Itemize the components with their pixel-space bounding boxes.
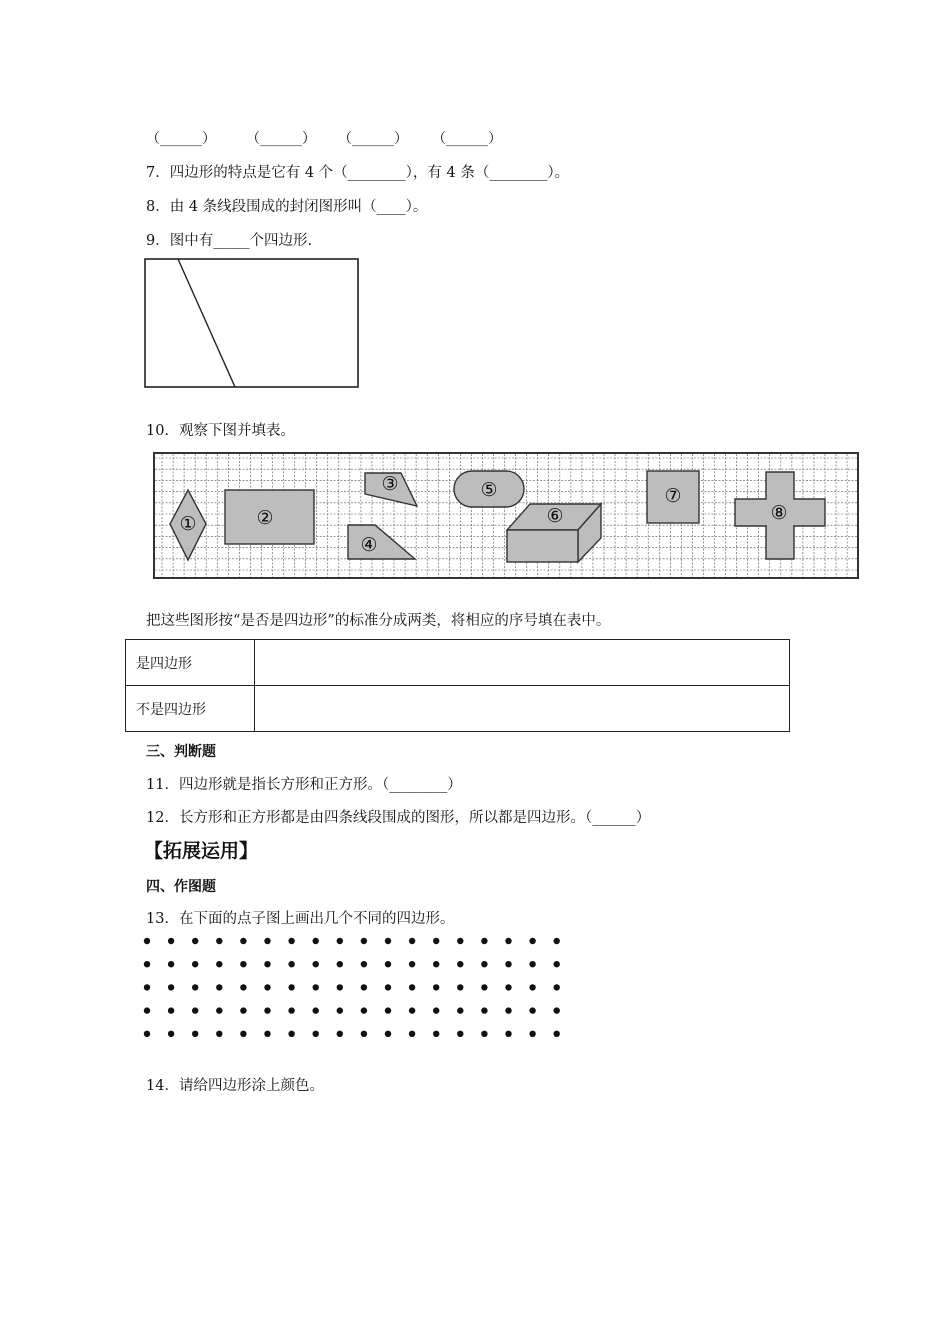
grid-dot[interactable] bbox=[337, 1007, 343, 1013]
answer-cell-quadrilateral[interactable] bbox=[255, 640, 790, 686]
grid-dot[interactable] bbox=[505, 938, 511, 944]
q6-blank-3[interactable]: （______） bbox=[338, 131, 408, 147]
question-13: 13．在下面的点子图上画出几个不同的四边形。 bbox=[146, 911, 455, 927]
label-8: ⑧ bbox=[770, 502, 788, 524]
question-9: 9．图中有_____个四边形. bbox=[146, 233, 313, 249]
label-5: ⑤ bbox=[480, 479, 498, 501]
question-14: 14．请给四边形涂上颜色。 bbox=[146, 1078, 324, 1094]
grid-dot[interactable] bbox=[361, 938, 367, 944]
grid-dot[interactable] bbox=[264, 1007, 270, 1013]
grid-dot[interactable] bbox=[264, 938, 270, 944]
grid-dot[interactable] bbox=[505, 1007, 511, 1013]
grid-dot[interactable] bbox=[554, 938, 560, 944]
grid-dot[interactable] bbox=[529, 984, 535, 990]
label-7: ⑦ bbox=[664, 485, 682, 507]
grid-dot[interactable] bbox=[264, 961, 270, 967]
label-3: ③ bbox=[381, 473, 399, 495]
grid-dot[interactable] bbox=[385, 938, 391, 944]
grid-dot[interactable] bbox=[288, 984, 294, 990]
grid-dot[interactable] bbox=[457, 938, 463, 944]
grid-dot[interactable] bbox=[313, 984, 319, 990]
classification-table bbox=[125, 639, 790, 732]
grid-dot[interactable] bbox=[264, 1031, 270, 1037]
grid-dot[interactable] bbox=[505, 984, 511, 990]
extension-heading: 【拓展运用】 bbox=[144, 840, 259, 862]
grid-dot[interactable] bbox=[216, 984, 222, 990]
grid-dot[interactable] bbox=[313, 1031, 319, 1037]
grid-dot[interactable] bbox=[529, 1007, 535, 1013]
grid-dot[interactable] bbox=[168, 961, 174, 967]
grid-dot[interactable] bbox=[409, 1007, 415, 1013]
grid-dot[interactable] bbox=[361, 984, 367, 990]
grid-dot[interactable] bbox=[385, 961, 391, 967]
dot-grid[interactable] bbox=[138, 932, 572, 1044]
grid-dot[interactable] bbox=[481, 984, 487, 990]
grid-dot[interactable] bbox=[505, 1031, 511, 1037]
grid-dot[interactable] bbox=[144, 961, 150, 967]
grid-dot[interactable] bbox=[409, 938, 415, 944]
q6-blank-4[interactable]: （______） bbox=[432, 131, 502, 147]
question-10: 10．观察下图并填表。 bbox=[146, 423, 295, 439]
grid-dot[interactable] bbox=[505, 961, 511, 967]
grid-dot[interactable] bbox=[409, 984, 415, 990]
grid-dot[interactable] bbox=[168, 984, 174, 990]
grid-dot[interactable] bbox=[361, 1007, 367, 1013]
grid-dot[interactable] bbox=[481, 938, 487, 944]
grid-dot[interactable] bbox=[385, 984, 391, 990]
grid-dot[interactable] bbox=[240, 1007, 246, 1013]
label-6: ⑥ bbox=[546, 505, 564, 527]
grid-dot[interactable] bbox=[433, 1007, 439, 1013]
grid-dot[interactable] bbox=[361, 961, 367, 967]
grid-dot[interactable] bbox=[433, 961, 439, 967]
grid-dot[interactable] bbox=[313, 938, 319, 944]
grid-dot[interactable] bbox=[457, 984, 463, 990]
grid-dot[interactable] bbox=[288, 938, 294, 944]
grid-dot[interactable] bbox=[481, 1031, 487, 1037]
grid-dot[interactable] bbox=[337, 984, 343, 990]
grid-dot[interactable] bbox=[216, 961, 222, 967]
shapes-grid-figure bbox=[153, 452, 860, 580]
section-4-heading: 四、作图题 bbox=[146, 879, 216, 895]
grid-dot[interactable] bbox=[385, 1007, 391, 1013]
q6-blank-1[interactable]: （______） bbox=[146, 131, 216, 147]
grid-dot[interactable] bbox=[457, 1031, 463, 1037]
q10-instruction: 把这些图形按“是否是四边形”的标准分成两类，将相应的序号填在表中。 bbox=[146, 613, 611, 629]
grid-dot[interactable] bbox=[240, 938, 246, 944]
grid-dot[interactable] bbox=[168, 1007, 174, 1013]
answer-cell-not-quadrilateral[interactable] bbox=[255, 686, 790, 732]
grid-dot[interactable] bbox=[192, 984, 198, 990]
grid-dot[interactable] bbox=[288, 1007, 294, 1013]
grid-dot[interactable] bbox=[192, 1031, 198, 1037]
label-1: ① bbox=[179, 513, 197, 535]
row-label-not-quadrilateral: 不是四边形 bbox=[126, 686, 255, 732]
label-2: ② bbox=[256, 507, 274, 529]
grid-dot[interactable] bbox=[264, 984, 270, 990]
grid-dot[interactable] bbox=[529, 938, 535, 944]
shape-6-box-front bbox=[507, 530, 578, 562]
grid-dot[interactable] bbox=[168, 1031, 174, 1037]
section-3-heading: 三、判断题 bbox=[146, 744, 216, 760]
grid-dot[interactable] bbox=[192, 938, 198, 944]
grid-dot[interactable] bbox=[481, 961, 487, 967]
grid-dot[interactable] bbox=[168, 938, 174, 944]
grid-dot[interactable] bbox=[433, 938, 439, 944]
grid-dot[interactable] bbox=[361, 1031, 367, 1037]
grid-dot[interactable] bbox=[385, 1031, 391, 1037]
grid-dot[interactable] bbox=[216, 938, 222, 944]
grid-dot[interactable] bbox=[433, 984, 439, 990]
grid-dot[interactable] bbox=[457, 961, 463, 967]
grid-dot[interactable] bbox=[216, 1031, 222, 1037]
question-8: 8．由 4 条线段围成的封闭图形叫（____）。 bbox=[146, 199, 428, 215]
label-4: ④ bbox=[360, 534, 378, 556]
row-label-quadrilateral: 是四边形 bbox=[126, 640, 255, 686]
grid-dot[interactable] bbox=[144, 1031, 150, 1037]
grid-dot[interactable] bbox=[457, 1007, 463, 1013]
table-row bbox=[126, 686, 790, 732]
grid-dot[interactable] bbox=[337, 938, 343, 944]
grid-dot[interactable] bbox=[554, 1031, 560, 1037]
grid-dot[interactable] bbox=[554, 961, 560, 967]
question-12: 12．长方形和正方形都是由四条线段围成的图形，所以都是四边形。（______） bbox=[146, 810, 651, 826]
grid-dot[interactable] bbox=[216, 1007, 222, 1013]
grid-dot[interactable] bbox=[554, 984, 560, 990]
grid-dot[interactable] bbox=[144, 938, 150, 944]
grid-dot[interactable] bbox=[240, 984, 246, 990]
q6-blank-2[interactable]: （______） bbox=[246, 131, 316, 147]
q9-rectangle-figure bbox=[144, 258, 360, 389]
grid-dot[interactable] bbox=[192, 961, 198, 967]
grid-dot[interactable] bbox=[313, 961, 319, 967]
grid-dot[interactable] bbox=[337, 1031, 343, 1037]
grid-dot[interactable] bbox=[409, 1031, 415, 1037]
grid-dot[interactable] bbox=[481, 1007, 487, 1013]
grid-dot[interactable] bbox=[337, 961, 343, 967]
grid-dot[interactable] bbox=[313, 1007, 319, 1013]
grid-dot[interactable] bbox=[240, 961, 246, 967]
question-11: 11．四边形就是指长方形和正方形。（________） bbox=[146, 777, 462, 793]
grid-dot[interactable] bbox=[288, 1031, 294, 1037]
grid-dot[interactable] bbox=[192, 1007, 198, 1013]
grid-dot[interactable] bbox=[288, 961, 294, 967]
grid-dot[interactable] bbox=[529, 961, 535, 967]
grid-dot[interactable] bbox=[529, 1031, 535, 1037]
grid-dot[interactable] bbox=[409, 961, 415, 967]
grid-dot[interactable] bbox=[433, 1031, 439, 1037]
grid-dot[interactable] bbox=[554, 1007, 560, 1013]
table-row bbox=[126, 640, 790, 686]
grid-dot[interactable] bbox=[144, 1007, 150, 1013]
grid-dot[interactable] bbox=[240, 1031, 246, 1037]
question-7: 7．四边形的特点是它有 4 个（________），有 4 条（________）。 bbox=[146, 165, 570, 181]
grid-dot[interactable] bbox=[144, 984, 150, 990]
